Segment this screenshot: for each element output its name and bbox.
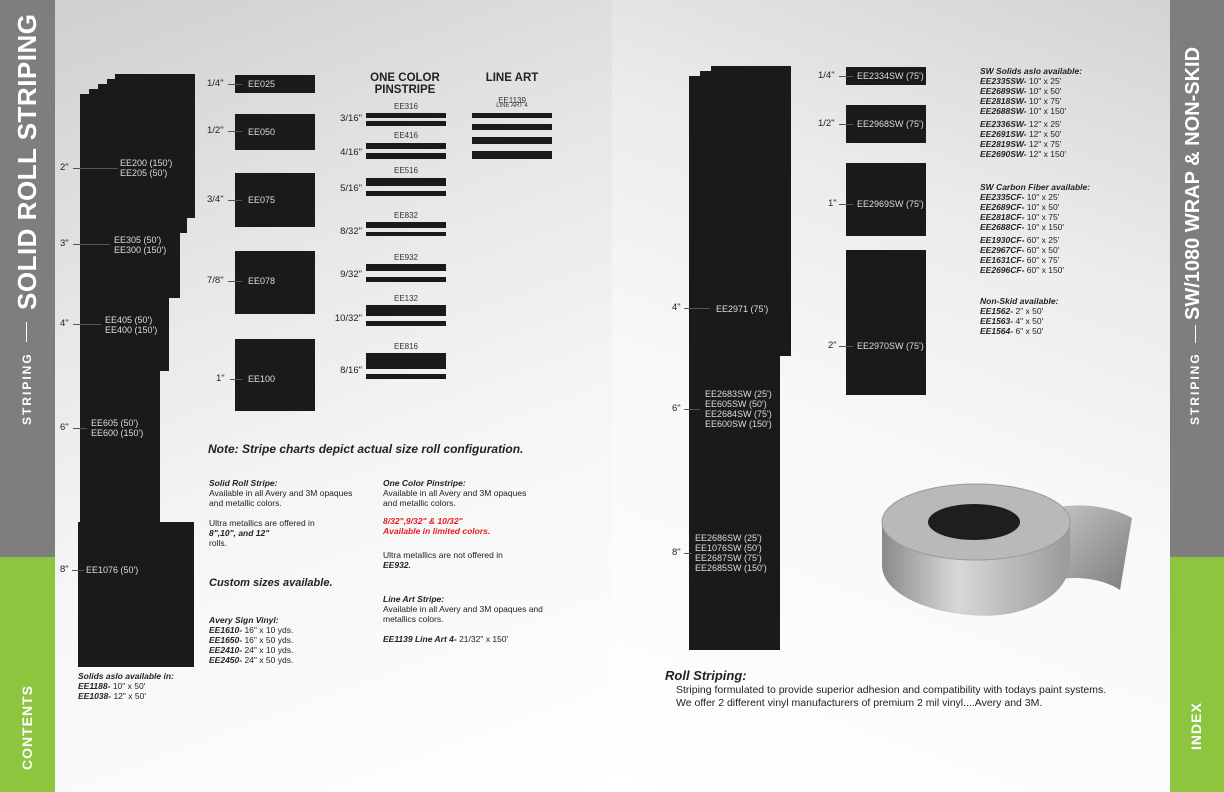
pinstripe-info: One Color Pinstripe: Available in all Avery and 3M opaques and metallic colors. 8/32",9/32" & 10/32" Available in limited colors. Ultra metallics are not offered in EE932. bbox=[383, 478, 527, 570]
tape-roll-illustration bbox=[870, 480, 1140, 630]
sidebar-title-right: SW/1080 WRAP & NON-SKID bbox=[1182, 46, 1204, 320]
roll-code: EE305 (50') bbox=[114, 235, 162, 245]
solids-also-available: Solids aslo available in: EE1188- 10" x 50' EE1038- 12" x 50' bbox=[78, 671, 174, 701]
size-label: 6" bbox=[60, 422, 69, 433]
size-label: 3" bbox=[60, 238, 69, 249]
roll-code: EE1076 (50') bbox=[86, 565, 139, 575]
sidebar-section: STRIPING bbox=[20, 352, 34, 425]
nav-contents[interactable]: CONTENTS bbox=[19, 685, 35, 770]
sidebar-section-right: STRIPING bbox=[1188, 352, 1202, 425]
size-label: 2" bbox=[60, 162, 69, 173]
left-sidebar bbox=[0, 0, 55, 792]
roll-code: EE300 (150') bbox=[114, 245, 167, 255]
note: Note: Stripe charts depict actual size roll configuration. bbox=[208, 442, 524, 456]
roll-striping-line2: We offer 2 different vinyl manufacturers of premium 2 mil vinyl....Avery and 3M. bbox=[676, 697, 1043, 709]
pinstripe-title: ONE COLOR PINSTRIPE bbox=[370, 72, 440, 96]
roll-code: EE605 (50') bbox=[91, 418, 139, 428]
roll-code: EE200 (150') bbox=[120, 158, 173, 168]
roll-code: EE405 (50') bbox=[105, 315, 153, 325]
size-label: 4" bbox=[60, 318, 69, 329]
line-art-info: Line Art Stripe: Available in all Avery and 3M opaques and metallics colors. EE1139 Line Art 4- 21/32" x 150' bbox=[383, 594, 543, 644]
right-sidebar bbox=[1170, 0, 1224, 792]
solid-roll-stripe-info: Solid Roll Stripe: Available in all Avery and 3M opaques and metallic colors. Ultra metallics are offered in 8",10", and 12" rolls. bbox=[209, 478, 353, 548]
sw-solids: SW Solids aslo available: EE2335SW- 10" x 25' EE2689SW- 10" x 50' EE2818SW- 10" x 75' EE2688SW- 10" x 150' EE2336SW- 12" x 25' EE2691SW- 12" x 50' EE2819SW- 12" x 75' EE2690SW- 12" x 150' bbox=[980, 66, 1083, 159]
roll-striping-line1: Striping formulated to provide superior adhesion and compatibility with todays paint systems. bbox=[676, 684, 1107, 696]
roll-striping-heading: Roll Striping: bbox=[665, 668, 747, 683]
sw-carbon-fiber: SW Carbon Fiber available: EE2335CF- 10" x 25' EE2689CF- 10" x 50' EE2818CF- 10" x 75' EE2688CF- 10" x 150' EE1930CF- 60" x 25' EE2967CF- 60" x 50' EE1631CF- 60" x 75' EE2696CF- 60" x 150' bbox=[980, 182, 1091, 275]
roll-code: EE600 (150') bbox=[91, 428, 144, 438]
roll-code: EE205 (50') bbox=[120, 168, 168, 178]
custom-sizes: Custom sizes available. bbox=[209, 577, 333, 589]
sidebar-title: SOLID ROLL STRIPING bbox=[12, 13, 42, 310]
nav-index[interactable]: INDEX bbox=[1188, 702, 1204, 750]
non-skid: Non-Skid available: EE1562- 2" x 50' EE1563- 4" x 50' EE1564- 6" x 50' bbox=[980, 296, 1059, 336]
roll-code: EE400 (150') bbox=[105, 325, 158, 335]
size-label: 8" bbox=[60, 564, 69, 575]
avery-sign-vinyl: Avery Sign Vinyl: EE1610- 16" x 10 yds. EE1650- 16" x 50 yds. EE2410- 24" x 10 yds. EE2450- 24" x 50 yds. bbox=[209, 615, 294, 665]
line-art-title: LINE ART bbox=[485, 72, 539, 84]
